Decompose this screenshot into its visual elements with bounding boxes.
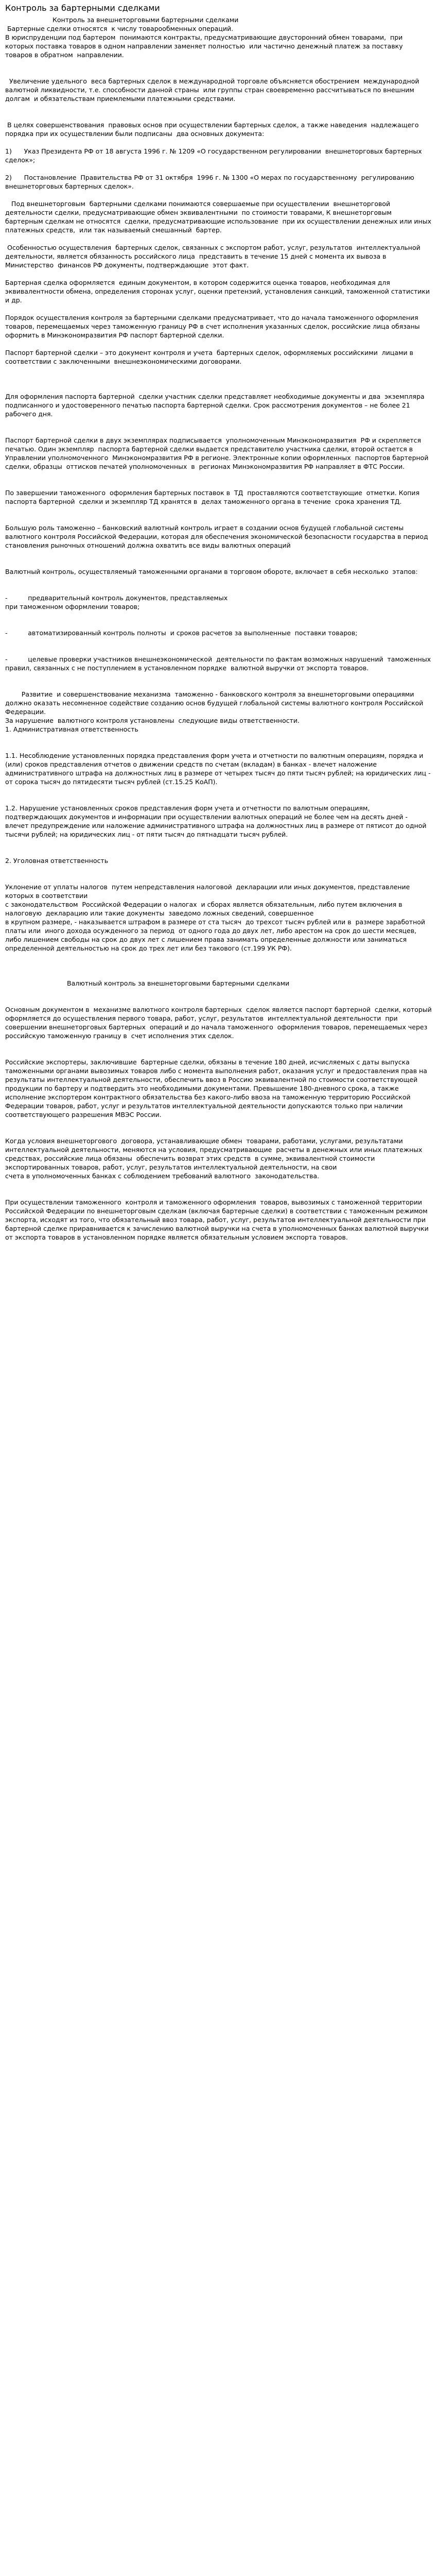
- page-title: Контроль за бартерными сделками: [5, 3, 160, 13]
- paragraph: 1.1. Несоблюдение установленных порядка представления форм учета и отчетности по валютным операциям, порядка и (или) сроков представления отчетов о движении средств по счетам (вкладам) в банках - влечет наложение административного штрафа на должностных лиц в размере от четырех тысяч до пяти тысяч рублей; на юридических лиц - от сорока тысяч до пятидесяти тысяч рублей (ст.15.25 КоАП).: [5, 752, 433, 786]
- paragraph: Паспорт бартерной сделки – это документ контроля и учета бартерных сделок, оформляемых российскими лицами в соответствии с заключенными внешнеэкономическими договорами.: [5, 349, 415, 365]
- paragraph: В целях совершенствования правовых основ при осуществлении бартерных сделок, а также наведения надлежащего порядка при их осуществлении были подписаны два основных документа:: [5, 121, 421, 138]
- paragraph: Увеличение удельного веса бартерных сделок в международной торговле объясняется обострением международной валютной ликвидности, т.е. способности данной страны или группы стран своевременно рассчитываться по внешним долгам и обязательствам приемлемыми платежными средствами.: [5, 77, 422, 103]
- paragraph: При осуществлении таможенного контроля и таможенного оформления товаров, вывозимых с таможенной территории Российской Федерации по внешнеторговым сделкам (включая бартерные сделки) в соответствии с таможенным режимом экспорта, исходят из того, что обязательный ввоз товара, работ, услуг, результатов интеллектуальной деятельности при бартерной сделке приравнивается к зачислению валютной выручки на счета в уполномоченных банках валютной выручки от экспорта товаров в установленном порядке является обязательным условием экспорта товаров.: [5, 1198, 431, 1241]
- paragraph: По завершении таможенного оформления бартерных поставок в ТД проставляются соответствующие отметки. Копия паспорта бартерной сделки и экземпляр ТД хранятся в делах таможенного органа в течение срока хранения ТД.: [5, 489, 422, 505]
- document-subtitle: Контроль за внешнеторговыми бартерными сделками: [53, 16, 239, 24]
- list-item: - предварительный контроль документов, представляемых при таможенном оформлении товаров;: [5, 594, 228, 611]
- paragraph: Основным документом в механизме валютного контроля бартерных сделок является паспорт бартерной сделки, который оформляется до осуществления первого товара, работ, услуг, результатов интеллектуальной деятельности при совершении внешнеторговых бартерных операций и до начала таможенного оформления товаров, перемещаемых через российскую таможенную границу в счет исполнения этих сделок.: [5, 1006, 434, 1040]
- list-item: - целевые проверки участников внешнеэкономической деятельности по фактам возможных нарушений таможенных правил, связанных с не поступлением в установленном порядке валютной выручки от экспорта товаров.: [5, 655, 433, 672]
- paragraph: 1.2. Нарушение установленных сроков представления форм учета и отчетности по валютным операциям, подтверждающих документов и информации при осуществлении валютных операций не более чем на десять дней - влечет предупреждение или наложение административного штрафа на должностных лиц в размере от пятисот до одной тысячи рублей; на юридических лиц - от пяти тысяч до пятнадцати тысяч рублей.: [5, 804, 429, 838]
- paragraph: Паспорт бартерной сделки в двух экземплярах подписывается уполномоченным Минэкономразвития РФ и скрепляется печатью. Один экземпляр паспорта бартерной сделки выдается представителю участника сделки, второй остается в Управлении уполномоченного Минэкономразвития РФ в регионе. Электронные копии оформленных паспортов бартерной сделки, образцы оттисков печатей уполномоченных в регионах Минэкономразвития РФ направляет в ФТС России.: [5, 436, 431, 470]
- paragraph: Развитие и совершенствование механизма таможенно - банковского контроля за внешнеторговыми операциями должно оказать несомненное содействие созданию основ будущей глобальной системы валютного контроля Российской Федерации. За нарушение валютного контроля установлены следующие виды ответственности. 1. Административная ответственность: [5, 690, 424, 733]
- paragraph: Особенностью осуществления бартерных сделок, связанных с экспортом работ, услуг, результатов интеллектуальной деятельности, является обязанность российского лица представить в течение 15 дней с момента их вывоза в Министерство финансов РФ документы, подтверждающие этот факт.: [5, 244, 423, 269]
- list-item: - автоматизированный контроль полноты и сроков расчетов за выполненные поставки товаров;: [5, 629, 358, 637]
- paragraph: Для оформления паспорта бартерной сделки участник сделки представляет необходимые документы и два экземпляра подписанного и удостоверенного печатью паспорта бартерной сделки. Срок рассмотрения документов – не более 21 рабочего дня.: [5, 393, 427, 418]
- paragraph: Когда условия внешнеторгового договора, устанавливающие обмен товарами, работами, услугами, результатами интеллектуальной деятельности, меняются на условия, предусматривающие расчеты в денежных или иных платежных средствах, российские лица обязаны обеспечить возврат этих средств в сумме, эквивалентной стоимости экспортированных товаров, работ, услуг, результатов интеллектуальной деятельности, на свои счета в уполномоченных банках с соблюдением требований валютного законодательства.: [5, 1137, 423, 1180]
- paragraph: Уклонение от уплаты налогов путем непредставления налоговой декларации или иных документов, представление которых в соответствии с законодательством Российской Федерации о налогах и сборах является обязательным, либо путем включения в налоговую декларацию или такие документы заведомо ложных сведений, совершенное в крупном размере, - наказывается штрафом в размере от ста тысяч до трехсот тысяч рублей или в размере заработной платы или иного дохода осужденного за период от одного года до двух лет, либо арестом на срок до шести месяцев, либо лишением свободы на срок до двух лет с лишением права занимать определенные должности или заниматься определенной деятельностью на срок до трех лет или без такового (ст.199 УК РФ).: [5, 883, 425, 952]
- paragraph: Под внешнеторговым бартерными сделками понимаются совершаемые при осуществлении внешнеторговой деятельности сделки, предусматривающие обмен эквивалентными по стоимости товарами, К внешнеторговым бартерным сделкам не относятся сделки, предусматривающие использование при их осуществлении денежных или иных платежных средств, или так называемый смешанный бартер.: [5, 200, 433, 234]
- paragraph: 1) Указ Президента РФ от 18 августа 1996 г. № 1209 «О государственном регулировании внешнеторговых бартерных сделок»;: [5, 147, 424, 164]
- paragraph: Большую роль таможенно – банковский валютный контроль играет в создании основ будущей глобальной системы валютного контроля Российской Федерации, которая для обеспечения экономической безопасности государства в период становления рыночных отношений должна охватить все виды валютных операций: [5, 524, 430, 549]
- paragraph: Порядок осуществления контроля за бартерными сделками предусматривает, что до начала таможенного оформления товаров, перемещаемых через таможенную границу РФ в счет исполнения указанных сделок, российские лица обязаны оформить в Минэкономразвития РФ паспорт бартерной сделки.: [5, 314, 422, 339]
- section2-heading: Валютный контроль за внешнеторговыми бартерными сделками: [67, 979, 290, 987]
- paragraph: 2) Постановление Правительства РФ от 31 октября 1996 г. № 1300 «О мерах по государственному регулированию внешнеторговых бартерных сделок».: [5, 174, 416, 190]
- paragraph: Бартерная сделка оформляется единым документом, в котором содержится оценка товаров, необходимая для эквивалентности обмена, определения сторонах услуг, оценки претензий, установления санкций, таможенной статистики и др.: [5, 279, 432, 304]
- document: [0, 0, 436, 1246]
- paragraph: Валютный контроль, осуществляемый таможенными органами в торговом обороте, включает в себя несколько этапов:: [5, 568, 418, 575]
- paragraph: Бартерные сделки относятся к числу товарообменных операций. В юриспруденции под бартером понимаются контракты, предусматривающие двусторонний обмен товарами, при которых поставка товаров в одном направлении заменяет полностью или частично денежный платеж за поставку товаров в обратном направлении.: [5, 25, 403, 59]
- section-heading: 2. Уголовная ответственность: [5, 857, 109, 865]
- paragraph: Российские экспортеры, заключившие бартерные сделки, обязаны в течение 180 дней, исчисляемых с даты выпуска таможенными органами вывозимых товаров либо с момента выполнения работ, оказания услуг и предоставления прав на результаты интеллектуальной деятельности, обеспечить ввоз в Россию эквивалентной по стоимости соответствующей продукции по бартеру и подтвердить это необходимыми документами. Превышение 180-дневного срока, а также исполнение экспортером контрактного обязательства без какого-либо ввоза на таможенную территорию Российской Федерации товаров, работ, услуг и результатов интеллектуальной деятельности допускаются только при наличии соответствующего разрешения МВЭС России.: [5, 1058, 429, 1118]
